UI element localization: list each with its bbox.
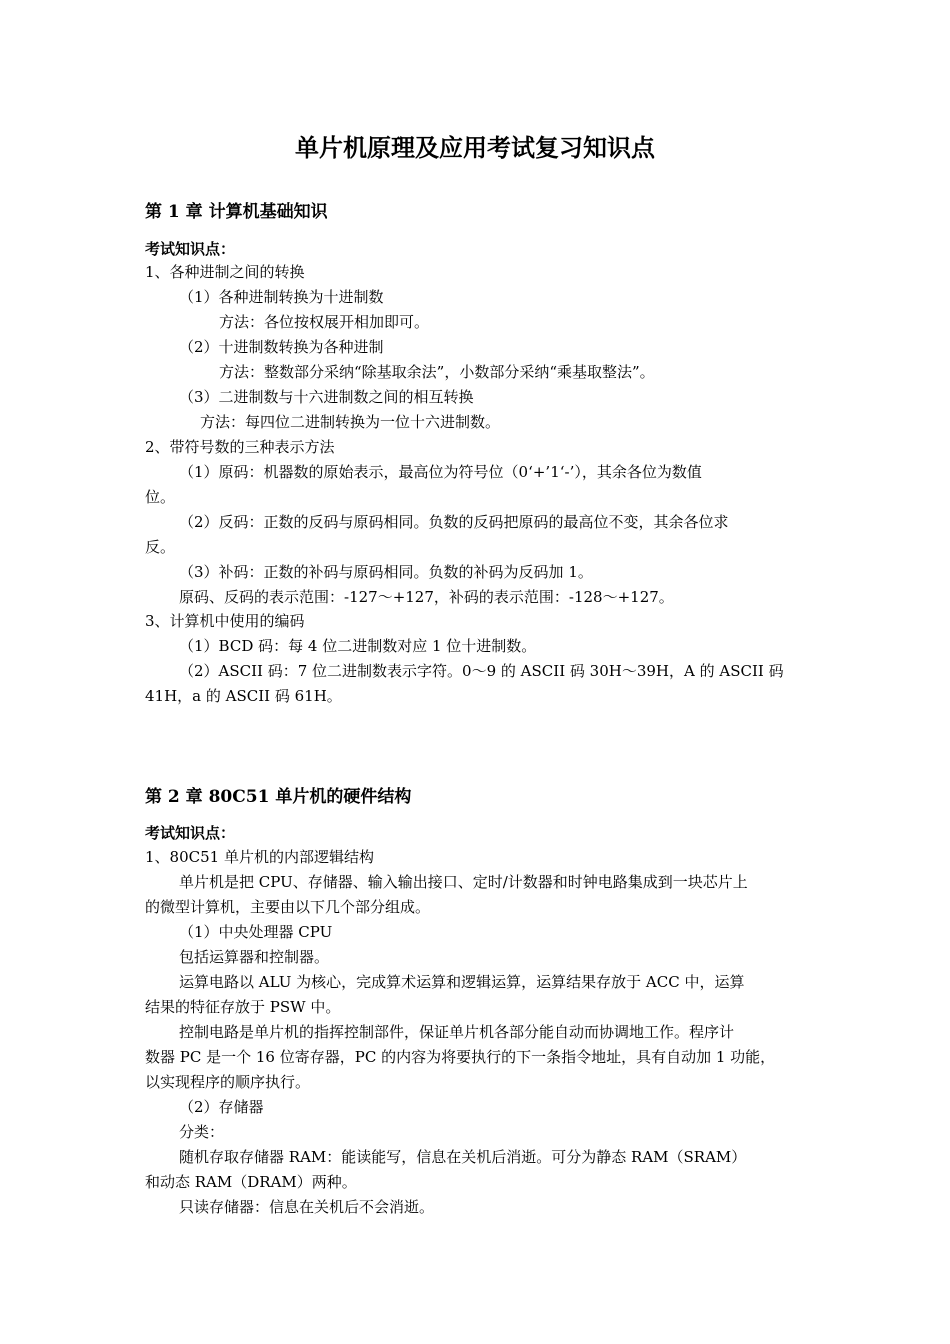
text-line: 只读存储器：信息在关机后不会消逝。 xyxy=(179,1198,435,1216)
text-line: 反。 xyxy=(145,538,176,556)
text-line: （1）中央处理器 CPU xyxy=(179,923,333,941)
text-line: 控制电路是单片机的指挥控制部件，保证单片机各部分能自动而协调地工作。程序计 xyxy=(179,1023,735,1041)
text-line: （2）存储器 xyxy=(179,1098,264,1116)
text-line: （2）十进制数转换为各种进制 xyxy=(179,338,384,356)
text-line: （3）二进制数与十六进制数之间的相互转换 xyxy=(179,388,474,406)
text-line: 方法：各位按权展开相加即可。 xyxy=(219,313,430,331)
text-line: 和动态 RAM（DRAM）两种。 xyxy=(145,1173,357,1191)
text-line: 方法：每四位二进制转换为一位十六进制数。 xyxy=(200,413,501,431)
text-line: 3、计算机中使用的编码 xyxy=(145,612,305,630)
text-line: 2、带符号数的三种表示方法 xyxy=(145,438,335,456)
document-title: 单片机原理及应用考试复习知识点 xyxy=(295,133,655,162)
text-line: 包括运算器和控制器。 xyxy=(179,948,330,966)
chapter-2-heading: 第 2 章 80C51 单片机的硬件结构 xyxy=(145,787,412,807)
text-line: （1）各种进制转换为十进制数 xyxy=(179,288,384,306)
text-line: 分类： xyxy=(179,1123,225,1141)
text-line: 运算电路以 ALU 为核心，完成算术运算和逻辑运算，运算结果存放于 ACC 中，运算 xyxy=(179,973,745,991)
text-line: （1）BCD 码：每 4 位二进制数对应 1 位十进制数。 xyxy=(179,637,537,655)
text-line: （2）反码：正数的反码与原码相同。负数的反码把原码的最高位不变，其余各位求 xyxy=(179,513,729,531)
chapter-1-label: 考试知识点： xyxy=(145,240,236,258)
text-line: 的微型计算机，主要由以下几个部分组成。 xyxy=(145,898,431,916)
text-line: 方法：整数部分采纳“除基取余法”，小数部分采纳“乘基取整法”。 xyxy=(219,363,655,381)
text-line: 结果的特征存放于 PSW 中。 xyxy=(145,998,341,1016)
text-line: 1、80C51 单片机的内部逻辑结构 xyxy=(145,848,374,866)
text-line: 单片机是把 CPU、存储器、输入输出接口、定时/计数器和时钟电路集成到一块芯片上 xyxy=(179,873,748,891)
text-line: （3）补码：正数的补码与原码相同。负数的补码为反码加 1。 xyxy=(179,563,593,581)
text-line: 41H，a 的 ASCII 码 61H。 xyxy=(145,687,342,705)
text-line: 随机存取存储器 RAM：能读能写，信息在关机后消逝。可分为静态 RAM（SRAM） xyxy=(179,1148,747,1166)
chapter-1-heading: 第 1 章 计算机基础知识 xyxy=(145,202,328,222)
text-line: 以实现程序的顺序执行。 xyxy=(145,1073,311,1091)
text-line: 原码、反码的表示范围：-127～+127，补码的表示范围：-128～+127。 xyxy=(179,588,674,606)
text-line: （1）原码：机器数的原始表示，最高位为符号位（0‘+’1‘-’），其余各位为数值 xyxy=(179,463,702,481)
text-line: 1、各种进制之间的转换 xyxy=(145,263,305,281)
text-line: （2）ASCII 码：7 位二进制数表示字符。0～9 的 ASCII 码 30H～39H，A 的 ASCII 码 xyxy=(179,662,784,680)
chapter-2-label: 考试知识点： xyxy=(145,824,236,842)
text-line: 位。 xyxy=(145,488,176,506)
text-line: 数器 PC 是一个 16 位寄存器，PC 的内容为将要执行的下一条指令地址，具有自动加 1 功能， xyxy=(145,1048,776,1066)
